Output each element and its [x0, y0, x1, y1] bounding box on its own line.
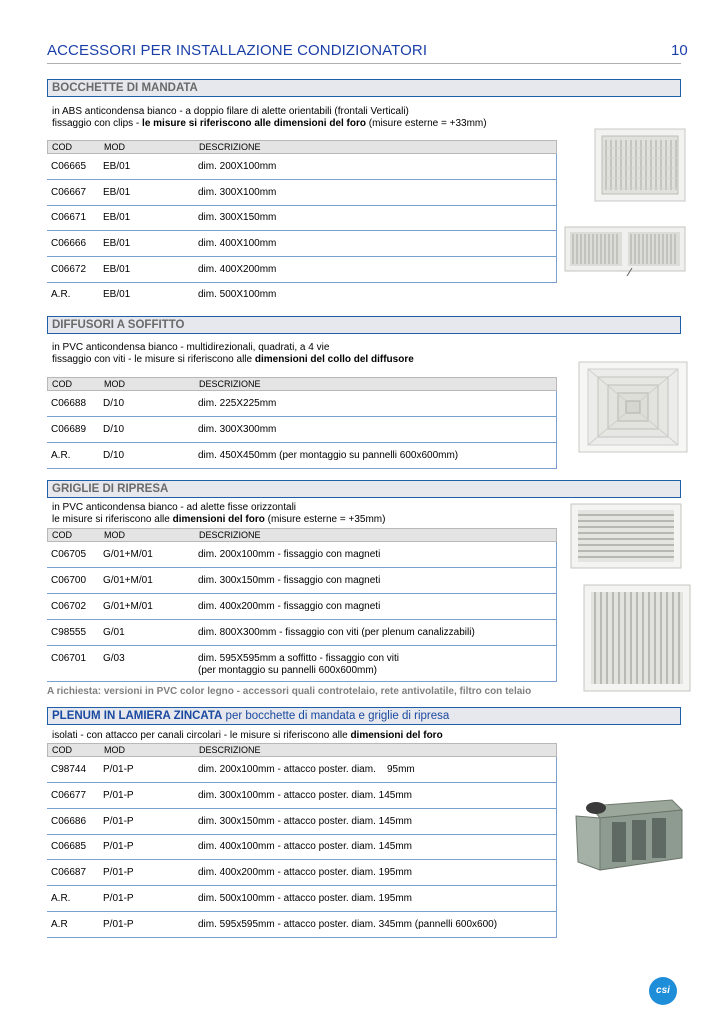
column-header-descrizione: DESCRIZIONE — [199, 530, 261, 540]
cell-mod: D/10 — [103, 450, 125, 461]
description-line: in PVC anticondensa bianco - multidirezionali, quadrati, a 4 vie — [52, 342, 330, 353]
table-row — [47, 231, 557, 257]
column-header-mod: MOD — [104, 142, 125, 152]
cell-mod: G/01+M/01 — [103, 575, 153, 586]
description-emphasis: dimensioni del collo del diffusore — [254, 354, 414, 365]
description-line: in PVC anticondensa bianco - ad alette fisse orizzontali — [52, 502, 297, 513]
cell-desc: dim. 300x150mm - fissaggio con magneti — [198, 575, 381, 586]
section-subtitle: per bocchette di mandata e griglie di ripresa — [222, 710, 450, 722]
cell-cod: C98744 — [51, 764, 87, 775]
table-header — [47, 377, 557, 391]
cell-desc: dim. 200X100mm — [198, 161, 277, 172]
description-text: le misure si riferiscono alle — [52, 514, 173, 525]
column-header-mod: MOD — [104, 379, 125, 389]
cell-desc: dim. 300X150mm — [198, 212, 277, 223]
cell-desc-line: dim. 595X595mm a soffitto - fissaggio con viti — [198, 653, 400, 664]
cell-mod: G/01 — [103, 627, 125, 638]
table-header — [47, 743, 557, 757]
table-row — [47, 180, 557, 206]
column-header-cod: COD — [52, 530, 72, 540]
cell-mod: D/10 — [103, 398, 125, 409]
table-row — [47, 886, 557, 912]
cell-desc: dim. 300X300mm — [198, 424, 277, 435]
cell-mod: EB/01 — [103, 212, 131, 223]
table-row — [47, 620, 557, 646]
company-logo: csi — [649, 977, 677, 1005]
table-row — [47, 205, 557, 231]
plenum-box-image — [572, 796, 684, 876]
table-header — [47, 528, 557, 542]
table-row — [47, 154, 557, 180]
section-header-griglie — [47, 480, 681, 498]
description-text: fissaggio con viti - le misure si riferiscono alle — [52, 354, 255, 365]
cell-mod: EB/01 — [103, 289, 131, 300]
cell-desc: dim. 400x200mm - attacco poster. diam. 195mm — [198, 867, 412, 878]
column-header-cod: COD — [52, 379, 72, 389]
ceiling-diffuser-image — [578, 361, 688, 453]
cell-mod: EB/01 — [103, 187, 131, 198]
column-header-descrizione: DESCRIZIONE — [199, 745, 261, 755]
cell-mod: G/01+M/01 — [103, 601, 153, 612]
table-row — [47, 594, 557, 620]
table-row — [47, 809, 557, 835]
description-text: (misure esterne = +33mm) — [366, 118, 487, 129]
cell-cod: A.R — [51, 919, 68, 930]
cell-desc: dim. 225X225mm — [198, 398, 277, 409]
cell-mod: P/01-P — [103, 919, 134, 930]
table-row — [47, 443, 557, 469]
section-title: BOCCHETTE DI MANDATA — [52, 82, 198, 94]
table-row — [47, 646, 557, 682]
table-row — [47, 783, 557, 809]
cell-mod: EB/01 — [103, 264, 131, 275]
section-title: DIFFUSORI A SOFFITTO — [52, 319, 185, 331]
wide-grille-image — [564, 226, 686, 276]
description-text: (misure esterne = +35mm) — [264, 514, 386, 525]
cell-cod: A.R. — [51, 289, 71, 300]
cell-desc: dim. 400x200mm - fissaggio con magneti — [198, 601, 381, 612]
description-line — [52, 118, 487, 130]
description-emphasis: le misure si riferiscono alle dimensioni del foro — [142, 118, 366, 129]
page-number: 10 — [671, 42, 688, 59]
cell-cod: C06686 — [51, 816, 87, 827]
cell-desc: dim. 500X100mm — [198, 289, 277, 300]
cell-cod: C98555 — [51, 627, 87, 638]
cell-mod: G/03 — [103, 653, 125, 664]
column-header-descrizione: DESCRIZIONE — [199, 379, 261, 389]
cell-desc: dim. 300x150mm - attacco poster. diam. 145mm — [198, 816, 412, 827]
section-header-plenum — [47, 707, 681, 725]
cell-desc: dim. 595x595mm - attacco poster. diam. 345mm (pannelli 600x600) — [198, 919, 498, 930]
ceiling-return-grille-image — [583, 584, 691, 692]
cell-desc: dim. 200x100mm - attacco poster. diam. 95mm — [198, 764, 415, 775]
double-grille-image — [594, 128, 686, 202]
table-row — [47, 757, 557, 783]
table-row — [47, 834, 557, 860]
section-title: GRIGLIE DI RIPRESA — [52, 483, 169, 495]
section-description — [52, 502, 385, 526]
cell-desc: dim. 400X200mm — [198, 264, 277, 275]
description-line — [52, 514, 385, 526]
cell-mod: P/01-P — [103, 841, 134, 852]
cell-mod: G/01+M/01 — [103, 549, 153, 560]
table-row — [47, 257, 557, 283]
cell-cod: C06702 — [51, 601, 87, 612]
cell-cod: C06685 — [51, 841, 87, 852]
column-header-cod: COD — [52, 142, 72, 152]
column-header-cod: COD — [52, 745, 72, 755]
cell-desc-line: (per montaggio su pannelli 600x600mm) — [198, 665, 377, 676]
table-row — [47, 912, 557, 938]
cell-cod: A.R. — [51, 893, 71, 904]
cell-cod: C06667 — [51, 187, 87, 198]
cell-desc: dim. 200x100mm - fissaggio con magneti — [198, 549, 381, 560]
section-description — [52, 106, 487, 130]
column-header-mod: MOD — [104, 745, 125, 755]
table-row — [47, 568, 557, 594]
description-line — [52, 354, 414, 366]
table-header — [47, 140, 557, 154]
cell-mod: P/01-P — [103, 867, 134, 878]
cell-mod: P/01-P — [103, 764, 134, 775]
cell-cod: C06671 — [51, 212, 87, 223]
cell-cod: C06666 — [51, 238, 87, 249]
cell-desc: dim. 500x100mm - attacco poster. diam. 195mm — [198, 893, 412, 904]
cell-desc: dim. 800X300mm - fissaggio con viti (per plenum canalizzabili) — [198, 627, 475, 638]
cell-mod: P/01-P — [103, 790, 134, 801]
section-header-diffusori — [47, 316, 681, 334]
cell-cod: C06665 — [51, 161, 87, 172]
cell-cod: C06688 — [51, 398, 87, 409]
description-line: in ABS anticondensa bianco - a doppio filare di alette orientabili (frontali Verticali) — [52, 106, 409, 117]
cell-desc: dim. 300X100mm — [198, 187, 277, 198]
table-row — [47, 282, 557, 308]
column-header-mod: MOD — [104, 530, 125, 540]
cell-cod: C06672 — [51, 264, 87, 275]
table-row — [47, 417, 557, 443]
description-emphasis: dimensioni del foro — [350, 730, 443, 741]
description-text: fissaggio con clips - — [52, 118, 143, 129]
column-header-descrizione: DESCRIZIONE — [199, 142, 261, 152]
cell-mod: D/10 — [103, 424, 125, 435]
cell-cod: A.R. — [51, 450, 71, 461]
cell-desc: dim. 300x100mm - attacco poster. diam. 145mm — [198, 790, 412, 801]
cell-cod: C06701 — [51, 653, 87, 664]
description-emphasis: dimensioni del foro — [172, 514, 265, 525]
table-row — [47, 542, 557, 568]
cell-cod: C06677 — [51, 790, 87, 801]
cell-cod: C06705 — [51, 549, 87, 560]
cell-mod: P/01-P — [103, 816, 134, 827]
cell-desc: dim. 450X450mm (per montaggio su pannelli 600x600mm) — [198, 450, 459, 461]
on-request-note: A richiesta: versioni in PVC color legno - accessori quali controtelaio, rete antivolatile, filtro con telaio — [47, 686, 532, 697]
description-text: isolati - con attacco per canali circolari - le misure si riferiscono alle — [52, 730, 351, 741]
table-row — [47, 860, 557, 886]
section-description — [52, 730, 443, 742]
cell-desc: dim. 400x100mm - attacco poster. diam. 145mm — [198, 841, 412, 852]
table-row — [47, 391, 557, 417]
cell-cod: C06700 — [51, 575, 87, 586]
cell-mod: P/01-P — [103, 893, 134, 904]
cell-desc: dim. 400X100mm — [198, 238, 277, 249]
cell-mod: EB/01 — [103, 161, 131, 172]
section-title: PLENUM IN LAMIERA ZINCATA — [52, 710, 223, 722]
title-divider — [47, 63, 681, 64]
cell-desc — [198, 653, 399, 677]
section-header-bocchette — [47, 79, 681, 97]
cell-cod: C06689 — [51, 424, 87, 435]
cell-cod: C06687 — [51, 867, 87, 878]
section-description — [52, 342, 414, 366]
return-grille-image — [570, 503, 682, 569]
page-title: ACCESSORI PER INSTALLAZIONE CONDIZIONATORI — [47, 42, 428, 59]
cell-mod: EB/01 — [103, 238, 131, 249]
